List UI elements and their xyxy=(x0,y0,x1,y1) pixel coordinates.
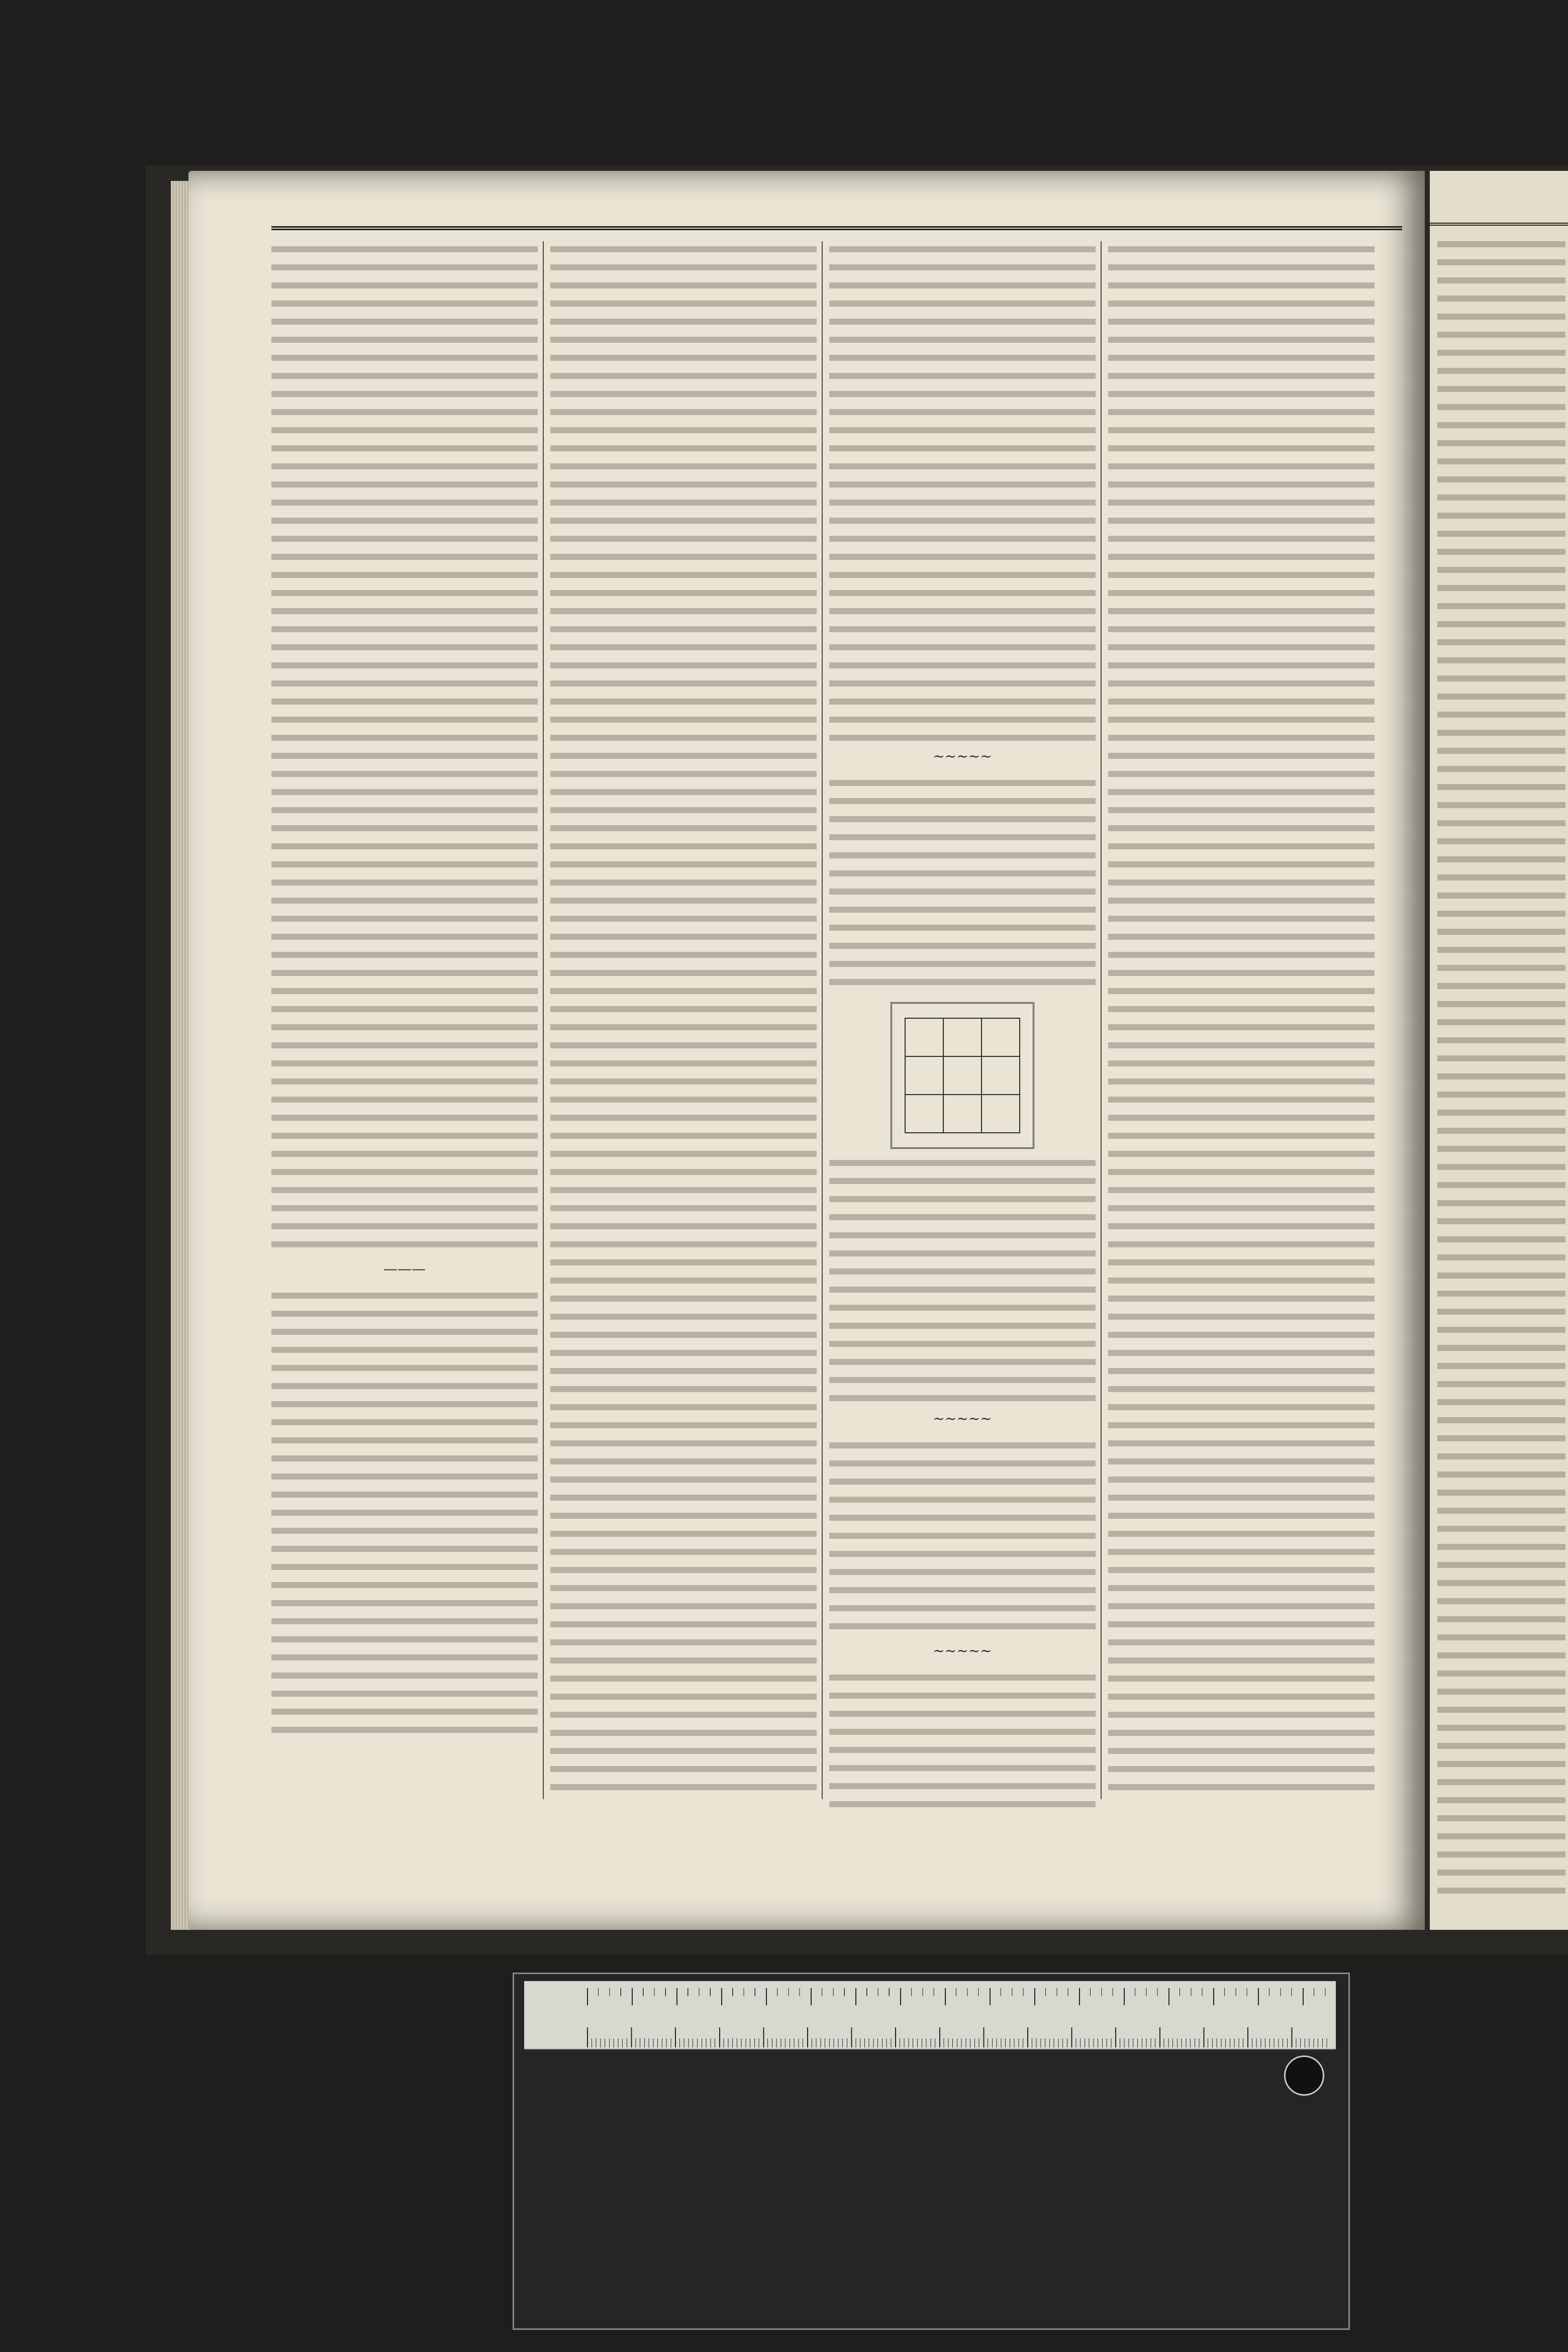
page-header xyxy=(271,181,1402,230)
magic-square-cell xyxy=(982,1018,1020,1056)
column-text-placeholder xyxy=(271,241,538,1256)
column-text-placeholder xyxy=(829,241,1096,744)
brand-logo xyxy=(1284,2055,1324,2096)
divider-ornament: ——— xyxy=(383,1260,426,1277)
magic-square xyxy=(905,1018,1020,1133)
column-text-placeholder xyxy=(829,775,1096,996)
text-column-1 xyxy=(271,241,538,1809)
right-page xyxy=(1430,171,1568,1930)
magic-square-cell xyxy=(905,1095,943,1133)
right-page-header-rule xyxy=(1430,219,1568,226)
divider-ornament: ~~~~~ xyxy=(933,1410,992,1427)
column-rule xyxy=(1101,241,1102,1799)
magic-square-cell xyxy=(943,1056,982,1095)
ruler xyxy=(524,1981,1336,2050)
ruler-inch-ticks xyxy=(587,1988,1331,2005)
divider-ornament: ~~~~~ xyxy=(933,1642,992,1659)
column-text-placeholder xyxy=(829,1437,1096,1638)
magic-square-cell xyxy=(982,1056,1020,1095)
text-column-2 xyxy=(550,241,817,1809)
page-edge xyxy=(171,181,191,1930)
colour-chart xyxy=(513,1973,1350,2330)
column-text-placeholder xyxy=(829,1155,1096,1406)
magic-square-cell xyxy=(905,1018,943,1056)
divider-ornament: ~~~~~ xyxy=(933,748,992,764)
column-text-placeholder xyxy=(829,1670,1096,1809)
ruler-inch-numbers xyxy=(587,2004,1331,2024)
column-text-placeholder xyxy=(271,1288,538,1740)
ruler-cm-numbers xyxy=(587,2027,1331,2047)
column-text-placeholder xyxy=(550,241,817,1799)
column-rule xyxy=(543,241,544,1799)
right-page-text xyxy=(1437,236,1565,1895)
magic-square-cell xyxy=(943,1095,982,1133)
magic-square-cell xyxy=(905,1056,943,1095)
text-column-3 xyxy=(829,241,1096,1809)
column-text-placeholder xyxy=(1108,241,1375,1799)
magic-square-cell xyxy=(982,1095,1020,1133)
column-rule xyxy=(822,241,823,1799)
magic-square-cell xyxy=(943,1018,982,1056)
text-column-4 xyxy=(1108,241,1375,1809)
magic-square-frame xyxy=(891,1002,1034,1149)
